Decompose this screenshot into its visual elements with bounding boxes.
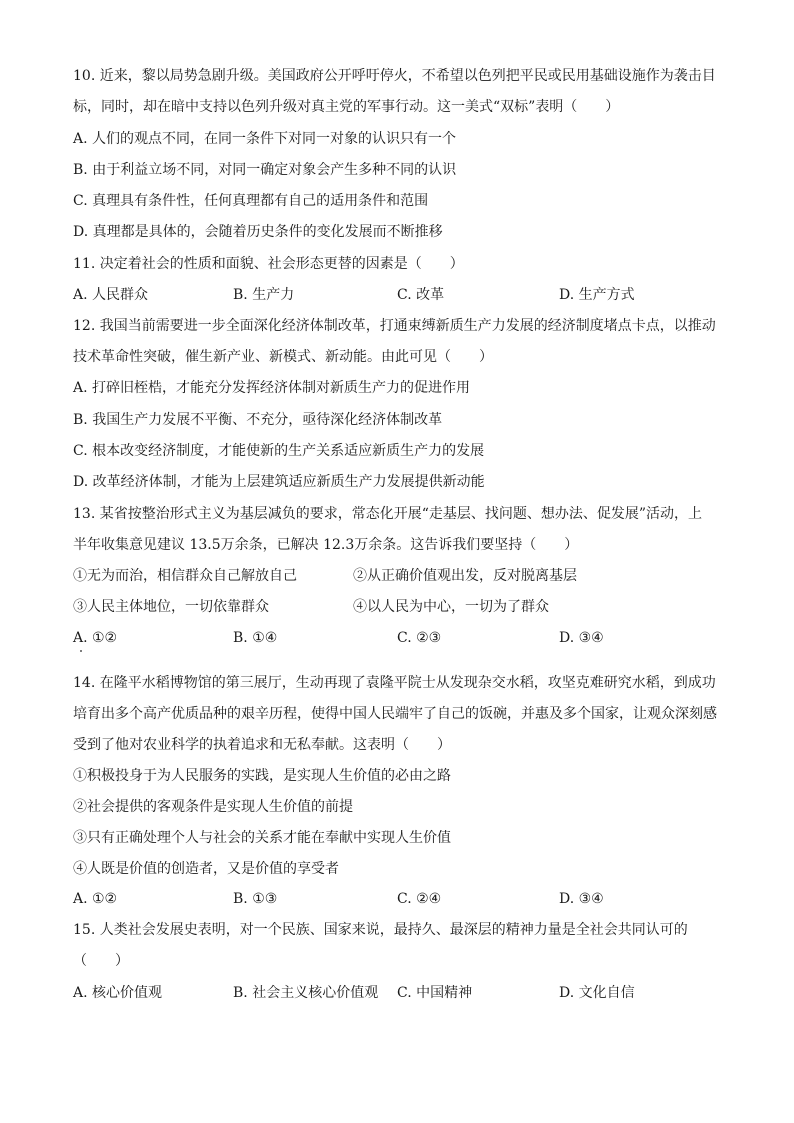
- q10-option-c: C. 真理具有条件性，任何真理都有自己的适用条件和范围: [73, 193, 429, 209]
- q14-stem-line-2: 培育出多个高产优质品种的艰辛历程，使得中国人民端牢了自己的饭碗，并惠及多个国家，让观众深刻感: [73, 706, 717, 722]
- q15-option-c: C. 中国精神: [397, 985, 473, 1001]
- q13-statement-3: ③人民主体地位，一切依靠群众: [73, 599, 269, 615]
- q13-option-a: A. ①②: [73, 630, 118, 646]
- q13-statements-row-1: [73, 566, 733, 586]
- q14-option-b: B. ①③: [233, 891, 278, 907]
- q14-options: [73, 889, 733, 909]
- q14-stem-line-3: 受到了他对农业科学的执着追求和无私奉献。这表明（ ）: [73, 737, 451, 753]
- q14-statement-3: ③只有正确处理个人与社会的关系才能在奉献中实现人生价值: [73, 830, 451, 846]
- q14-statement-4: ④人既是价值的创造者，又是价值的享受者: [73, 861, 339, 877]
- q10-option-a: A. 人们的观点不同，在同一条件下对同一对象的认识只有一个: [73, 131, 457, 147]
- q12-option-a: A. 打碎旧桎梏，才能充分发挥经济体制对新质生产力的促进作用: [73, 380, 471, 396]
- q11-option-b: B. 生产力: [233, 287, 295, 303]
- q12-stem-line-2: 技术革命性突破，催生新产业、新模式、新动能。由此可见（ ）: [73, 349, 493, 365]
- stray-dot: [80, 650, 82, 652]
- q10-option-d: D. 真理都是具体的，会随着历史条件的变化发展而不断推移: [73, 224, 443, 240]
- q12-option-d: D. 改革经济体制，才能为上层建筑适应新质生产力发展提供新动能: [73, 474, 485, 490]
- q15-option-d: D. 文化自信: [559, 985, 635, 1001]
- q15-options: [73, 983, 733, 1003]
- q11-stem: 11. 决定着社会的性质和面貌、社会形态更替的因素是（ ）: [73, 256, 464, 272]
- q14-option-d: D. ③④: [559, 891, 604, 907]
- q11-option-d: D. 生产方式: [559, 287, 635, 303]
- q13-stem-line-1: 13. 某省按整治形式主义为基层减负的要求，常态化开展“走基层、找问题、想办法、促发展”活动，上: [73, 506, 703, 522]
- q13-statements-row-2: [73, 597, 733, 617]
- q11-option-a: A. 人民群众: [73, 287, 149, 303]
- q13-option-d: D. ③④: [559, 630, 604, 646]
- q15-option-b: B. 社会主义核心价值观: [233, 985, 379, 1001]
- q14-option-a: A. ①②: [73, 891, 118, 907]
- q10-stem-line-1: 10. 近来，黎以局势急剧升级。美国政府公开呼吁停火，不希望以色列把平民或民用基础设施作为袭击目: [73, 68, 716, 84]
- q11-option-c: C. 改革: [397, 287, 445, 303]
- q13-option-b: B. ①④: [233, 630, 278, 646]
- q13-options: [73, 628, 733, 648]
- q15-option-a: A. 核心价值观: [73, 985, 163, 1001]
- q14-stem-line-1: 14. 在隆平水稻博物馆的第三展厅，生动再现了袁隆平院士从发现杂交水稻，攻坚克难研究水稻，到成功: [73, 675, 716, 691]
- q14-option-c: C. ②④: [397, 891, 442, 907]
- q12-option-b: B. 我国生产力发展不平衡、不充分，亟待深化经济体制改革: [73, 412, 443, 428]
- q13-statement-2: ②从正确价值观出发，反对脱离基层: [353, 568, 577, 584]
- q13-statement-4: ④以人民为中心，一切为了群众: [353, 599, 549, 615]
- q14-statement-2: ②社会提供的客观条件是实现人生价值的前提: [73, 799, 353, 815]
- q10-option-b: B. 由于利益立场不同，对同一确定对象会产生多种不同的认识: [73, 162, 457, 178]
- q11-options: [73, 285, 733, 305]
- q13-stem-line-2: 半年收集意见建议 13.5万余条，已解决 12.3万余条。这告诉我们要坚持（ ）: [73, 537, 579, 553]
- q13-option-c: C. ②③: [397, 630, 442, 646]
- q15-stem-line-2: （ ）: [73, 953, 129, 969]
- q12-stem-line-1: 12. 我国当前需要进一步全面深化经济体制改革，打通束缚新质生产力发展的经济制度堵点卡点，以推动: [73, 318, 716, 334]
- q12-option-c: C. 根本改变经济制度，才能使新的生产关系适应新质生产力的发展: [73, 443, 485, 459]
- q15-stem-line-1: 15. 人类社会发展史表明，对一个民族、国家来说，最持久、最深层的精神力量是全社会共同认可的: [73, 922, 688, 938]
- q13-statement-1: ①无为而治，相信群众自己解放自己: [73, 568, 297, 584]
- q14-statement-1: ①积极投身于为人民服务的实践，是实现人生价值的必由之路: [73, 768, 451, 784]
- q10-stem-line-2: 标，同时，却在暗中支持以色列升级对真主党的军事行动。这一美式“双标”表明（ ）: [73, 99, 620, 115]
